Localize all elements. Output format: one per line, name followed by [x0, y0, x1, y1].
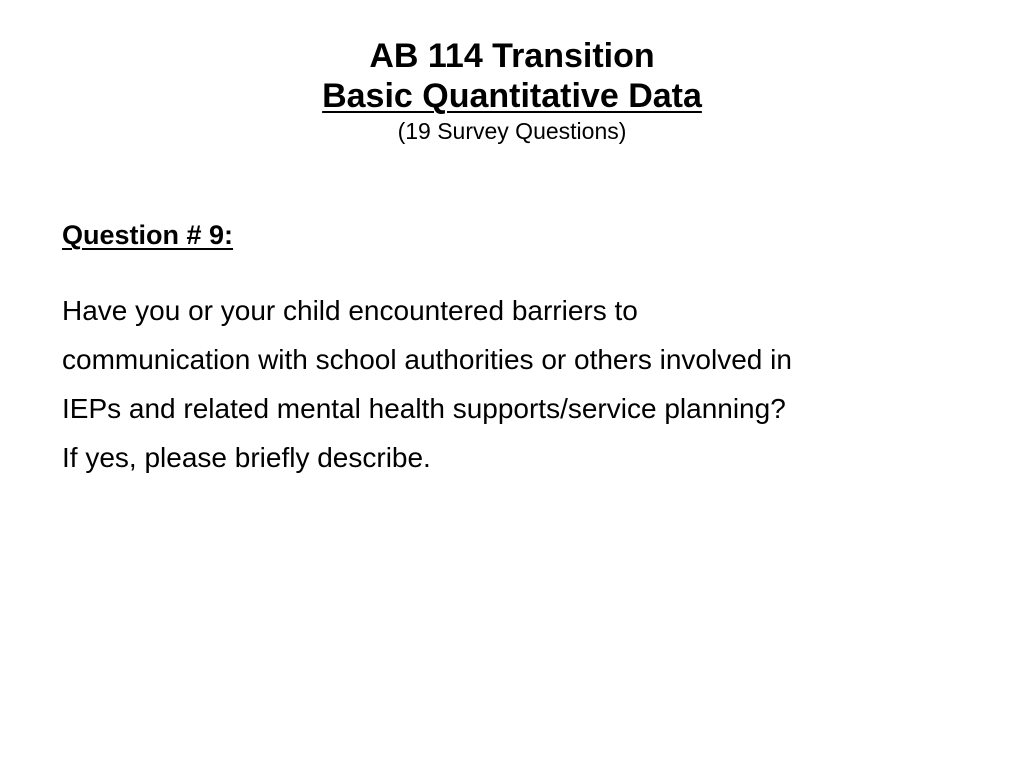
question-line: communication with school authorities or others involved in — [62, 344, 792, 375]
question-line: Have you or your child encountered barriers to — [62, 295, 638, 326]
slide-title: AB 114 Transition — [369, 37, 655, 75]
slide-subtitle: Basic Quantitative Data — [322, 77, 702, 115]
question-line: If yes, please briefly describe. — [62, 442, 431, 473]
question-line: IEPs and related mental health supports/service planning? — [62, 393, 786, 424]
question-heading: Question # 9: — [62, 220, 234, 250]
title-block — [0, 36, 1024, 146]
slide-note: (19 Survey Questions) — [397, 118, 627, 144]
question-body — [62, 286, 982, 482]
